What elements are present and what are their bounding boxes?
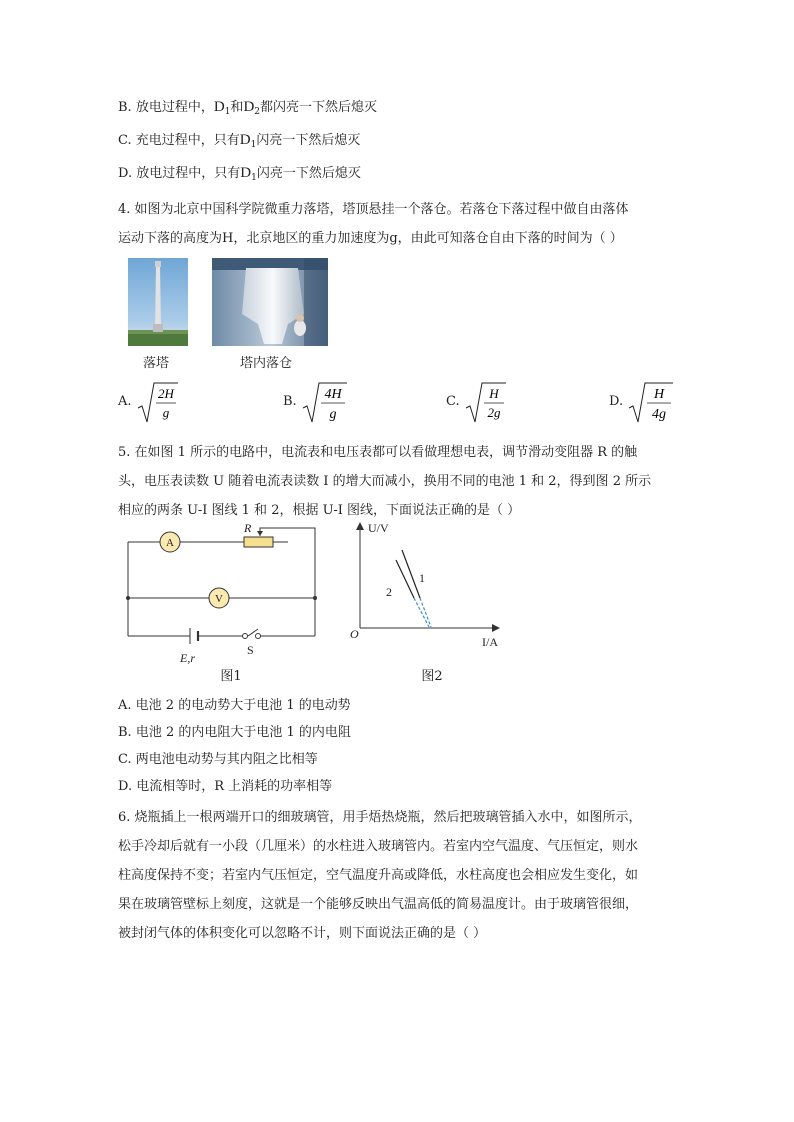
numerator: H	[653, 387, 665, 402]
question-line: 相应的两条 U-I 图线 1 和 2，根据 U-I 图线，下面说法正确的是（ ）	[118, 503, 521, 518]
option-text: 闪亮一下然后熄灭	[256, 166, 361, 181]
d1-symbol: D	[213, 99, 225, 115]
battery-label: E,r	[180, 651, 195, 665]
option-text: 闪亮一下然后熄灭	[256, 133, 361, 148]
option-label: D.	[609, 394, 624, 409]
numerator: 4H	[324, 387, 342, 402]
sqrt-fraction	[136, 380, 180, 426]
option-label: D.	[118, 166, 133, 181]
question-line: 5. 在如图 1 所示的电路中，电流表和电压表都可以看做理想电表，调节滑动变阻器 R 的触	[118, 445, 638, 460]
d1-subscript: 1	[224, 107, 231, 117]
circuit-diagram	[118, 518, 328, 690]
figure-1-caption: 图1	[220, 669, 242, 684]
x-axis-arrow	[492, 624, 500, 632]
q3-option-d	[118, 163, 361, 188]
option-label: C.	[118, 133, 132, 148]
denominator: g	[329, 407, 337, 422]
question-5-text	[118, 438, 678, 525]
line-2	[396, 560, 414, 598]
question-line: 运动下落的高度为H，北京地区的重力加速度为g，由此可知落仓自由下落的时间为（ ）	[118, 231, 623, 246]
drop-capsule-photo	[212, 258, 328, 346]
figure-2-caption: 图2	[421, 669, 443, 684]
denominator: 2g	[487, 405, 501, 420]
option-text: 和	[230, 100, 244, 115]
option-text: 放电过程中，只有	[136, 166, 241, 181]
option-label: A.	[118, 394, 132, 409]
y-axis-arrow	[356, 522, 364, 530]
d1-subscript: 1	[250, 140, 257, 150]
sqrt-fraction	[301, 380, 349, 426]
q5-option-c: C. 两电池电动势与其内阻之比相等	[118, 752, 318, 767]
switch-label: S	[247, 643, 254, 657]
q5-option-d: D. 电流相等时，R 上消耗的功率相等	[118, 779, 333, 794]
question-line: 柱高度保持不变；若室内气压恒定，空气温度升高或降低，水柱高度也会相应发生变化，如	[118, 868, 639, 883]
q5-option-b: B. 电池 2 的内电阻大于电池 1 的内电阻	[118, 725, 351, 740]
sqrt-fraction	[627, 380, 675, 426]
denominator: g	[162, 405, 170, 420]
y-axis-label: U/V	[368, 521, 389, 535]
line-2-label: 2	[386, 585, 392, 599]
q4-option-a	[118, 380, 188, 426]
q5-option-a: A. 电池 2 的电动势大于电池 1 的电动势	[118, 698, 351, 713]
ammeter-label: A	[166, 537, 174, 549]
question-line: 松手冷却后就有一小段（几厘米）的水柱进入玻璃管内。若室内空气温度、气压恒定，则水	[118, 839, 639, 854]
resistor-label: R	[244, 521, 252, 535]
drop-tower-caption: 落塔	[143, 356, 170, 371]
question-line: 4. 如图为北京中国科学院微重力落塔，塔顶悬挂一个落仓。若落仓下落过程中做自由落体	[118, 202, 629, 217]
question-4-text	[118, 195, 678, 253]
drop-tower-photo	[128, 258, 188, 346]
d1-subscript: 1	[251, 173, 257, 183]
origin-label: O	[350, 627, 359, 641]
d2-subscript: 2	[254, 107, 261, 117]
q4-option-d	[609, 380, 679, 426]
drop-capsule-caption: 塔内落仓	[240, 356, 293, 371]
numerator: H	[489, 386, 499, 401]
rheostat-icon	[244, 537, 273, 547]
option-label: C.	[446, 394, 460, 409]
line-1-label: 1	[419, 571, 425, 585]
question-line: 果在玻璃管壁标上刻度，这就是一个能够反映出气温高低的简易温度计。由于玻璃管很细，	[118, 897, 639, 912]
d2-symbol: D	[243, 99, 255, 115]
switch-icon	[243, 634, 248, 639]
d1-symbol: D	[239, 132, 251, 148]
q4-option-c	[446, 380, 516, 426]
question-line: 6. 烧瓶插上一根两端开口的细玻璃管，用手焐热烧瓶，然后把玻璃管插入水中，如图所示，	[118, 810, 642, 825]
option-label: B.	[118, 100, 132, 115]
question-line: 头，电压表读数 U 随着电流表读数 I 的增大而减小，换用不同的电池 1 和 2，得到图 2 所示	[118, 474, 652, 489]
numerator: 2H	[158, 386, 174, 401]
q3-option-b	[118, 97, 377, 122]
q3-option-c	[118, 130, 360, 155]
ui-graph	[346, 518, 516, 690]
x-axis-label: I/A	[482, 635, 498, 649]
sqrt-fraction	[464, 380, 508, 426]
d1-symbol: D	[240, 165, 252, 181]
option-text: 放电过程中，	[135, 100, 214, 115]
question-6-text	[118, 803, 678, 948]
option-label: B.	[283, 394, 297, 409]
option-text: 充电过程中，只有	[135, 133, 240, 148]
question-line: 被封闭气体的体积变化可以忽略不计，则下面说法正确的是（ ）	[118, 926, 487, 941]
denominator: 4g	[652, 407, 666, 422]
voltmeter-label: V	[215, 593, 223, 605]
q4-option-b	[283, 380, 353, 426]
line-2-extension	[414, 598, 429, 627]
option-text: 都闪亮一下然后熄灭	[260, 100, 378, 115]
